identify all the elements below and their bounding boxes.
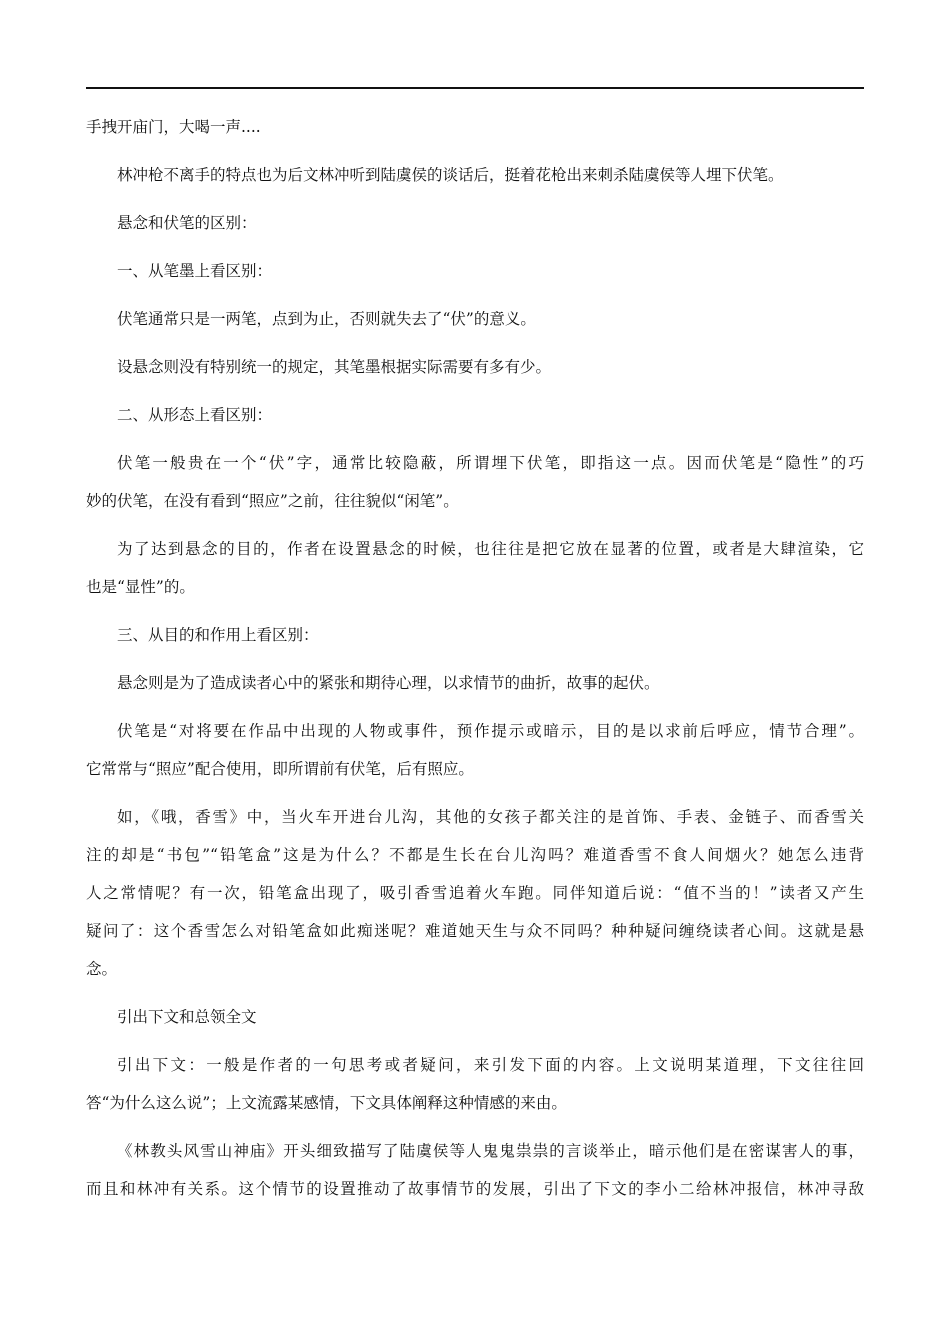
text-line: 一、从笔墨上看区别： [117,262,273,280]
paragraph [86,616,864,654]
text-line: 引出下文和总领全文 [117,1008,257,1026]
paragraph [86,252,864,290]
text-line: 人之常情呢？有一次，铅笔盒出现了，吸引香雪追着火车跑。同伴知道后说：“值不当的！”读者又产生 [86,884,864,902]
text-line: 《林教头风雪山神庙》开头细致描写了陆虞侯等人鬼鬼祟祟的言谈举止，暗示他们是在密谋害人的事， [117,1142,864,1160]
text-line: 而且和林冲有关系。这个情节的设置推动了故事情节的发展，引出了下文的李小二给林冲报信，林冲寻敌 [86,1180,864,1198]
text-line: 注的却是“书包”“铅笔盒”这是为什么？不都是生长在台儿沟吗？难道香雪不食人间烟火？她怎么违背 [86,846,864,864]
text-line: 伏笔通常只是一两笔，点到为止，否则就失去了“伏”的意义。 [117,310,536,328]
paragraph [86,1132,864,1208]
paragraph [86,1046,864,1122]
text-line: 林冲枪不离手的特点也为后文林冲听到陆虞侯的谈话后，挺着花枪出来刺杀陆虞侯等人埋下伏笔。 [117,166,784,184]
paragraph [86,798,864,988]
paragraph [86,530,864,606]
text-line: 如，《哦，香雪》中，当火车开进台儿沟，其他的女孩子都关注的是首饰、手表、金链子、而香雪关 [117,808,864,826]
header-rule [86,87,864,89]
paragraph [86,348,864,386]
text-line: 妙的伏笔，在没有看到“照应”之前，往往貌似“闲笔”。 [86,492,459,510]
document-body [86,108,864,1218]
text-line: 为了达到悬念的目的，作者在设置悬念的时候，也往往是把它放在显著的位置，或者是大肆渲染，它 [117,540,864,558]
text-line: 也是“显性”的。 [86,578,195,596]
text-line: 悬念和伏笔的区别： [117,214,257,232]
text-line: 伏笔是“对将要在作品中出现的人物或事件，预作提示或暗示，目的是以求前后呼应，情节合理”。 [117,722,864,740]
paragraph [86,108,864,146]
text-line: 念。 [86,960,118,978]
text-line: 引出下文：一般是作者的一句思考或者疑问，来引发下面的内容。上文说明某道理，下文往往回 [117,1056,864,1074]
paragraph [86,396,864,434]
paragraph [86,204,864,242]
text-line: 三、从目的和作用上看区别： [117,626,319,644]
text-line: 设悬念则没有特别统一的规定，其笔墨根据实际需要有多有少。 [117,358,552,376]
paragraph [86,712,864,788]
text-line: 它常常与“照应”配合使用，即所谓前有伏笔，后有照应。 [86,760,474,778]
paragraph [86,444,864,520]
paragraph [86,664,864,702]
paragraph [86,156,864,194]
text-line: 悬念则是为了造成读者心中的紧张和期待心理，以求情节的曲折，故事的起伏。 [117,674,660,692]
text-line: 答“为什么这么说”；上文流露某感情，下文具体阐释这种情感的来由。 [86,1094,567,1112]
paragraph [86,300,864,338]
text-line: 二、从形态上看区别： [117,406,273,424]
text-line: 手拽开庙门，大喝一声.... [86,118,261,136]
paragraph [86,998,864,1036]
text-line: 伏笔一般贵在一个“伏”字，通常比较隐蔽，所谓埋下伏笔，即指这一点。因而伏笔是“隐性”的巧 [117,454,864,472]
text-line: 疑问了：这个香雪怎么对铅笔盒如此痴迷呢？难道她天生与众不同吗？种种疑问缠绕读者心间。这就是悬 [86,922,864,940]
